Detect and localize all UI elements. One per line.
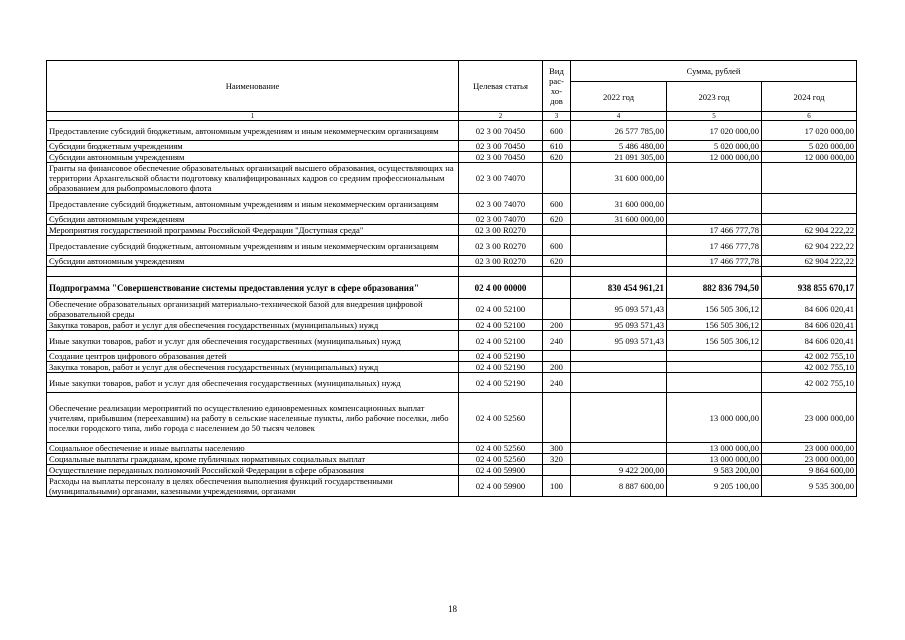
row-name: Мероприятия государственной программы Российской Федерации "Доступная среда" <box>47 225 459 236</box>
header-sum: Сумма, рублей <box>571 61 857 82</box>
row-sum-2023 <box>667 373 762 393</box>
row-sum-2022: 8 887 600,00 <box>571 476 667 497</box>
row-sum-2023: 9 583 200,00 <box>667 465 762 476</box>
page-number: 18 <box>448 604 457 614</box>
row-sum-2022: 21 091 305,00 <box>571 152 667 163</box>
table-row <box>47 236 857 256</box>
row-target-article: 02 4 00 59900 <box>459 476 543 497</box>
row-sum-2024: 23 000 000,00 <box>762 443 857 454</box>
header-year-2022: 2022 год <box>571 82 667 112</box>
row-expense-type: 620 <box>543 214 571 225</box>
header-year-2024: 2024 год <box>762 82 857 112</box>
row-name: Закупка товаров, работ и услуг для обеспечения государственных (муниципальных) нужд <box>47 362 459 373</box>
row-sum-2024 <box>762 214 857 225</box>
subprogram-row <box>47 277 857 299</box>
row-target-article: 02 4 00 52100 <box>459 331 543 351</box>
table-row <box>47 362 857 373</box>
row-name: Субсидии автономным учреждениям <box>47 256 459 267</box>
row-target-article: 02 3 00 70450 <box>459 121 543 141</box>
column-number: 6 <box>762 112 857 121</box>
row-sum-2024: 938 855 670,17 <box>762 277 857 299</box>
row-sum-2023: 17 466 777,78 <box>667 236 762 256</box>
row-sum-2023 <box>667 194 762 214</box>
row-expense-type <box>543 267 571 277</box>
row-sum-2023: 882 836 794,50 <box>667 277 762 299</box>
column-number: 4 <box>571 112 667 121</box>
row-target-article: 02 3 00 74070 <box>459 163 543 194</box>
row-sum-2022: 830 454 961,21 <box>571 277 667 299</box>
row-sum-2023: 12 000 000,00 <box>667 152 762 163</box>
row-sum-2024 <box>762 267 857 277</box>
row-name: Закупка товаров, работ и услуг для обеспечения государственных (муниципальных) нужд <box>47 320 459 331</box>
row-name: Субсидии автономным учреждениям <box>47 214 459 225</box>
header-target-article: Целевая статья <box>459 61 543 112</box>
row-name: Гранты на финансовое обеспечение образовательных организаций высшего образования, осуществляющих на территории Архангельской области подготовку квалифицированных кадров со средним профессиональным образованием для рыбопромыслового флота <box>47 163 459 194</box>
row-sum-2023 <box>667 351 762 362</box>
table-row <box>47 256 857 267</box>
row-sum-2022: 95 093 571,43 <box>571 331 667 351</box>
row-name: Расходы на выплаты персоналу в целях обеспечения выполнения функций государственными (муниципальными) органами, казенными учреждениями, органами <box>47 476 459 497</box>
table-row <box>47 465 857 476</box>
row-sum-2023: 13 000 000,00 <box>667 454 762 465</box>
row-sum-2022: 31 600 000,00 <box>571 163 667 194</box>
row-expense-type: 320 <box>543 454 571 465</box>
row-sum-2023: 156 505 306,12 <box>667 299 762 320</box>
column-number-row <box>47 112 857 121</box>
row-name: Социальные выплаты гражданам, кроме публичных нормативных социальных выплат <box>47 454 459 465</box>
table-row <box>47 194 857 214</box>
row-target-article <box>459 267 543 277</box>
row-name: Создание центров цифрового образования детей <box>47 351 459 362</box>
row-sum-2023: 17 466 777,78 <box>667 256 762 267</box>
row-name: Предоставление субсидий бюджетным, автономным учреждениям и иным некоммерческим организациям <box>47 194 459 214</box>
row-sum-2022: 95 093 571,43 <box>571 320 667 331</box>
table-row <box>47 214 857 225</box>
row-expense-type <box>543 299 571 320</box>
column-number: 2 <box>459 112 543 121</box>
row-target-article: 02 4 00 52190 <box>459 351 543 362</box>
row-expense-type: 620 <box>543 152 571 163</box>
row-target-article: 02 4 00 52190 <box>459 373 543 393</box>
row-sum-2024: 23 000 000,00 <box>762 454 857 465</box>
row-expense-type <box>543 163 571 194</box>
row-sum-2022 <box>571 443 667 454</box>
row-name: Предоставление субсидий бюджетным, автономным учреждениям и иным некоммерческим организациям <box>47 236 459 256</box>
row-sum-2023: 9 205 100,00 <box>667 476 762 497</box>
table-row <box>47 443 857 454</box>
budget-table <box>46 60 857 497</box>
row-target-article: 02 4 00 52560 <box>459 443 543 454</box>
row-sum-2023: 17 020 000,00 <box>667 121 762 141</box>
row-sum-2023: 13 000 000,00 <box>667 393 762 443</box>
row-sum-2022 <box>571 256 667 267</box>
row-expense-type: 240 <box>543 373 571 393</box>
row-sum-2023: 156 505 306,12 <box>667 320 762 331</box>
row-sum-2022: 95 093 571,43 <box>571 299 667 320</box>
row-name <box>47 267 459 277</box>
row-expense-type <box>543 277 571 299</box>
row-sum-2022 <box>571 373 667 393</box>
row-name: Осуществление переданных полномочий Российской Федерации в сфере образования <box>47 465 459 476</box>
row-name: Субсидии автономным учреждениям <box>47 152 459 163</box>
row-target-article: 02 3 00 74070 <box>459 194 543 214</box>
row-sum-2024: 9 535 300,00 <box>762 476 857 497</box>
row-sum-2023: 17 466 777,78 <box>667 225 762 236</box>
row-name: Социальное обеспечение и иные выплаты населению <box>47 443 459 454</box>
table-row <box>47 163 857 194</box>
row-sum-2024: 84 606 020,41 <box>762 320 857 331</box>
column-number: 1 <box>47 112 459 121</box>
row-sum-2022 <box>571 393 667 443</box>
row-expense-type: 240 <box>543 331 571 351</box>
row-target-article: 02 4 00 59900 <box>459 465 543 476</box>
row-sum-2023: 156 505 306,12 <box>667 331 762 351</box>
row-sum-2023 <box>667 214 762 225</box>
row-target-article: 02 4 00 52560 <box>459 393 543 443</box>
row-name: Субсидии бюджетным учреждениям <box>47 141 459 152</box>
row-sum-2022: 31 600 000,00 <box>571 194 667 214</box>
row-sum-2022: 5 486 480,00 <box>571 141 667 152</box>
row-sum-2024: 17 020 000,00 <box>762 121 857 141</box>
row-expense-type <box>543 465 571 476</box>
row-sum-2024 <box>762 194 857 214</box>
row-name: Иные закупки товаров, работ и услуг для обеспечения государственных (муниципальных) нужд <box>47 331 459 351</box>
row-name: Обеспечение образовательных организаций материально-технической базой для внедрения цифровой образовательной среды <box>47 299 459 320</box>
row-sum-2022 <box>571 225 667 236</box>
table-row <box>47 152 857 163</box>
table-row <box>47 299 857 320</box>
row-sum-2024: 84 606 020,41 <box>762 331 857 351</box>
row-name: Подпрограмма "Совершенствование системы предоставления услуг в сфере образования" <box>47 277 459 299</box>
row-sum-2024: 84 606 020,41 <box>762 299 857 320</box>
row-target-article: 02 4 00 52100 <box>459 299 543 320</box>
row-sum-2022 <box>571 362 667 373</box>
row-sum-2024 <box>762 163 857 194</box>
row-sum-2023 <box>667 163 762 194</box>
row-name: Предоставление субсидий бюджетным, автономным учреждениям и иным некоммерческим организациям <box>47 121 459 141</box>
row-expense-type: 200 <box>543 362 571 373</box>
row-sum-2024: 9 864 600,00 <box>762 465 857 476</box>
table-row <box>47 267 857 277</box>
row-expense-type: 300 <box>543 443 571 454</box>
row-sum-2024: 5 020 000,00 <box>762 141 857 152</box>
row-expense-type <box>543 225 571 236</box>
header-year-2023: 2023 год <box>667 82 762 112</box>
row-expense-type: 620 <box>543 256 571 267</box>
row-expense-type <box>543 393 571 443</box>
column-number: 3 <box>543 112 571 121</box>
row-sum-2022: 31 600 000,00 <box>571 214 667 225</box>
row-sum-2023 <box>667 267 762 277</box>
row-sum-2024: 12 000 000,00 <box>762 152 857 163</box>
row-sum-2024: 42 002 755,10 <box>762 373 857 393</box>
row-sum-2022: 26 577 785,00 <box>571 121 667 141</box>
row-target-article: 02 3 00 70450 <box>459 141 543 152</box>
row-expense-type: 100 <box>543 476 571 497</box>
table-row <box>47 454 857 465</box>
row-sum-2024: 42 002 755,10 <box>762 362 857 373</box>
table-row <box>47 393 857 443</box>
row-expense-type <box>543 351 571 362</box>
row-sum-2022: 9 422 200,00 <box>571 465 667 476</box>
row-sum-2022 <box>571 236 667 256</box>
header-name: Наименование <box>47 61 459 112</box>
row-sum-2022 <box>571 351 667 362</box>
row-target-article: 02 4 00 52560 <box>459 454 543 465</box>
row-target-article: 02 3 00 R0270 <box>459 256 543 267</box>
row-target-article: 02 3 00 74070 <box>459 214 543 225</box>
row-expense-type: 610 <box>543 141 571 152</box>
table-row <box>47 121 857 141</box>
row-name: Иные закупки товаров, работ и услуг для обеспечения государственных (муниципальных) нужд <box>47 373 459 393</box>
row-sum-2023: 13 000 000,00 <box>667 443 762 454</box>
row-sum-2023: 5 020 000,00 <box>667 141 762 152</box>
row-target-article: 02 4 00 00000 <box>459 277 543 299</box>
row-expense-type: 600 <box>543 121 571 141</box>
table-row <box>47 331 857 351</box>
row-expense-type: 200 <box>543 320 571 331</box>
row-sum-2024: 42 002 755,10 <box>762 351 857 362</box>
row-sum-2022 <box>571 454 667 465</box>
row-sum-2023 <box>667 362 762 373</box>
row-name: Обеспечение реализации мероприятий по осуществлению единовременных компенсационных выплат учителям, прибывшим (переехавшим) на работу в сельские населенные пункты, либо рабочие поселки, либо поселки городского типа, либо города с населением до 50 тысяч человек <box>47 393 459 443</box>
header-expense-type: Вид рас-хо-дов <box>543 61 571 112</box>
table-row <box>47 351 857 362</box>
row-target-article: 02 4 00 52100 <box>459 320 543 331</box>
table-row <box>47 476 857 497</box>
row-target-article: 02 3 00 R0270 <box>459 225 543 236</box>
row-sum-2022 <box>571 267 667 277</box>
row-sum-2024: 62 904 222,22 <box>762 236 857 256</box>
row-target-article: 02 3 00 70450 <box>459 152 543 163</box>
row-sum-2024: 62 904 222,22 <box>762 256 857 267</box>
row-sum-2024: 23 000 000,00 <box>762 393 857 443</box>
table-row <box>47 320 857 331</box>
row-target-article: 02 4 00 52190 <box>459 362 543 373</box>
table-row <box>47 225 857 236</box>
table-row <box>47 373 857 393</box>
row-expense-type: 600 <box>543 194 571 214</box>
row-expense-type: 600 <box>543 236 571 256</box>
column-number: 5 <box>667 112 762 121</box>
row-target-article: 02 3 00 R0270 <box>459 236 543 256</box>
table-row <box>47 141 857 152</box>
row-sum-2024: 62 904 222,22 <box>762 225 857 236</box>
